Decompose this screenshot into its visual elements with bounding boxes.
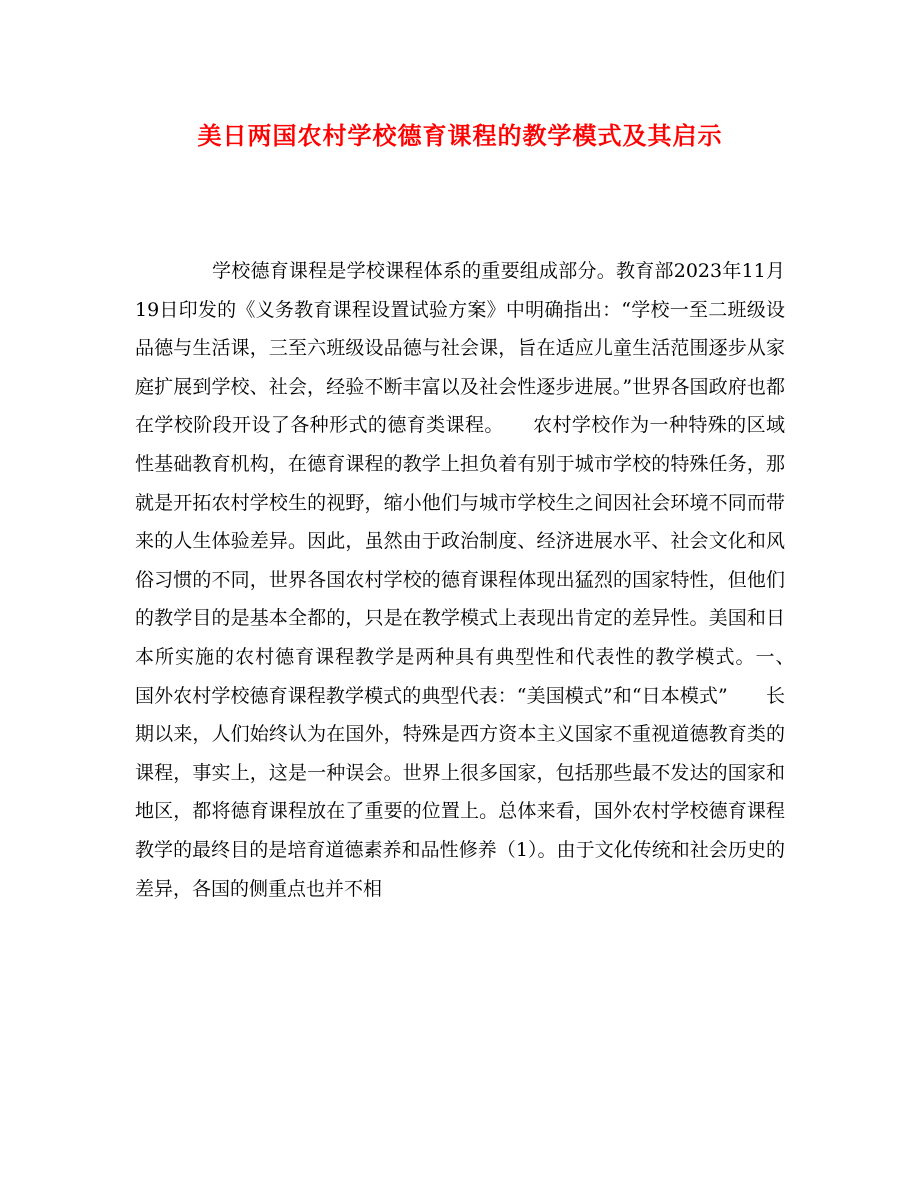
document-title: 美日两国农村学校德育课程的教学模式及其启示: [197, 121, 723, 150]
body-paragraph: 学校德育课程是学校课程体系的重要组成部分。教育部2023年11月19日印发的《义务教育课程设置试验方案》中明确指出：“学校一至二班级设品德与生活课，三至六班级设品德与社会课，旨在适应儿童生活范围逐步从家庭扩展到学校、社会，经验不断丰富以及社会性逐步进展。”世界各国政府也都在学校阶段开设了各种形式的德育类课程。 农村学校作为一种特殊的区域性基础教育机构，在德育课程的教学上担负着有别于城市学校的特殊任务，那就是开拓农村学校生的视野，缩小他们与城市学校生之间因社会环境不同而带来的人生体验差异。因此，虽然由于政治制度、经济进展水平、社会文化和风俗习惯的不同，世界各国农村学校的德育课程体现出猛烈的国家特性，但他们的教学目的是基本全都的，只是在教学模式上表现出肯定的差异性。美国和日本所实施的农村德育课程教学是两种具有典型性和代表性的教学模式。一、 国外农村学校德育课程教学模式的典型代表：“美国模式”和“日本模式” 长期以来，人们始终认为在国外，特殊是西方资本主义国家不重视道德教育类的课程，事实上，这是一种误会。世界上很多国家，包括那些最不发达的国家和地区，都将德育课程放在了重要的位置上。总体来看，国外农村学校德育课程教学的最终目的是培育道德素养和品性修养（1）。由于文化传统和社会历史的差异，各国的侧重点也并不相: [135, 260, 805, 900]
document-body: [135, 252, 805, 908]
